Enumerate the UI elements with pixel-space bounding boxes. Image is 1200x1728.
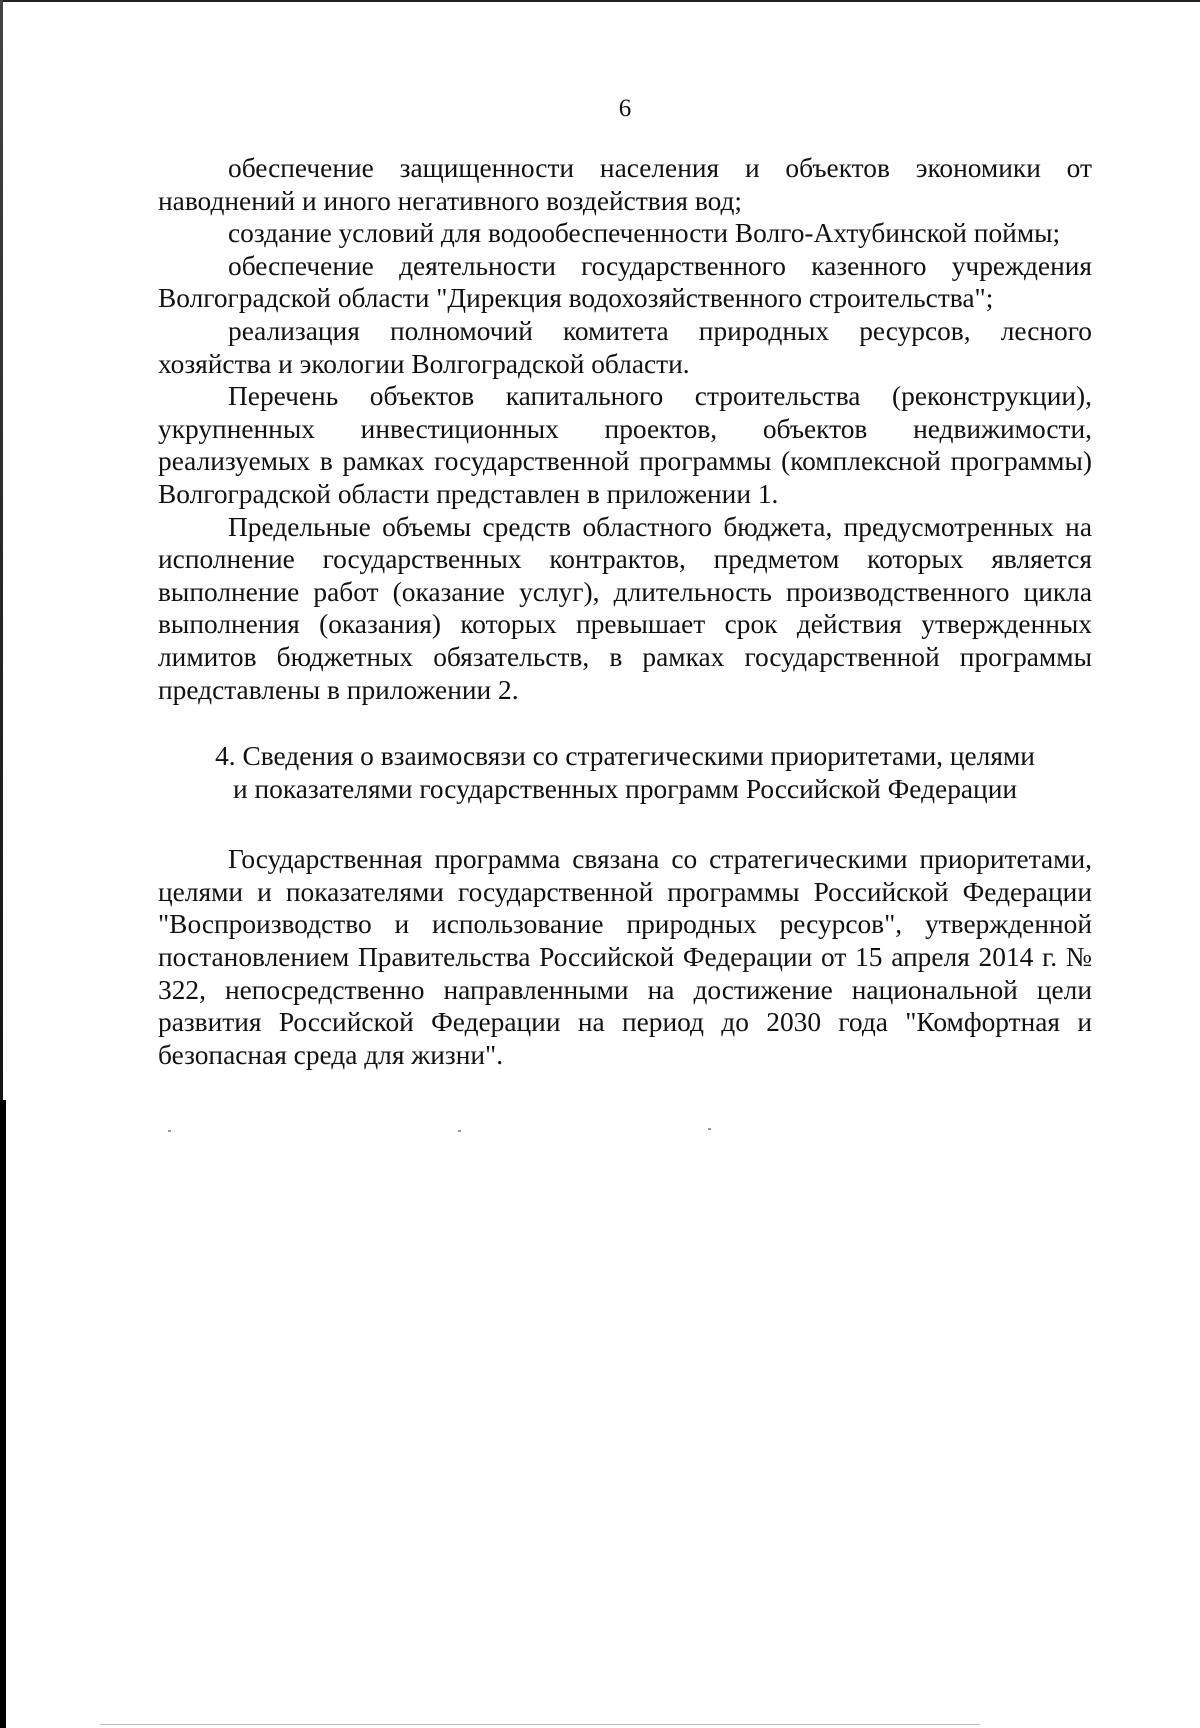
page-number: 6 (618, 95, 632, 122)
paragraph-construction-list: Перечень объектов капитального строительства (реконструкции), укрупненных инвестиционных проектов, объектов недвижимости, реализуемых в рамках государственной программы (комплексной программы) Волгоградской области представлен в приложении 1. (158, 381, 1092, 509)
section-4-heading-line-2: и показателями государственных программ Российской Федерации (232, 773, 1018, 804)
section-4-heading (158, 740, 1092, 805)
scan-speck (168, 1130, 171, 1132)
scan-edge-top (0, 0, 1200, 2)
scan-edge-left-shadow (0, 1100, 6, 1728)
scan-speck (708, 1128, 711, 1130)
paragraph-directorate: обеспечение деятельности государственного казенного учреждения Волгоградской области "Дирекция водохозяйственного строительства"; (158, 250, 1092, 314)
scan-speck (458, 1130, 461, 1132)
paragraph-budget-limits: Предельные объемы средств областного бюджета, предусмотренных на исполнение государственных контрактов, предметом которых является выполнение работ (оказание услуг), длительность производственного цикла выполнения (оказания) которых превышает срок действия утвержденных лимитов бюджетных обязательств, в рамках государственной программы представлены в приложении 2. (158, 511, 1092, 705)
paragraph-water-supply: создание условий для водообеспеченности Волго-Ахтубинской поймы; (228, 218, 1061, 249)
section-4-heading-line-1: 4. Сведения о взаимосвязи со стратегическими приоритетами, целями (215, 741, 1035, 772)
paragraph-flood-protection: обеспечение защищенности населения и объектов экономики от наводнений и иного негативного воздействия вод; (158, 153, 1092, 216)
paragraph-state-program-link: Государственная программа связана со стратегическими приоритетами, целями и показателями государственной программы Российской Федерации "Воспроизводство и использование природных ресурсов", утвержденной постановлением Правительства Российской Федерации от 15 апреля 2014 г. № 322, непосредственно направленными на достижение национальной цели развития Российской Федерации на период до 2030 года "Комфортная и безопасная среда для жизни". (158, 844, 1092, 1070)
paragraph-committee-powers: реализация полномочий комитета природных ресурсов, лесного хозяйства и экологии Волгоградской области. (158, 315, 1092, 379)
document-body (158, 152, 1092, 1071)
scan-bottom-edge (100, 1724, 980, 1725)
scan-specks (168, 1128, 728, 1132)
